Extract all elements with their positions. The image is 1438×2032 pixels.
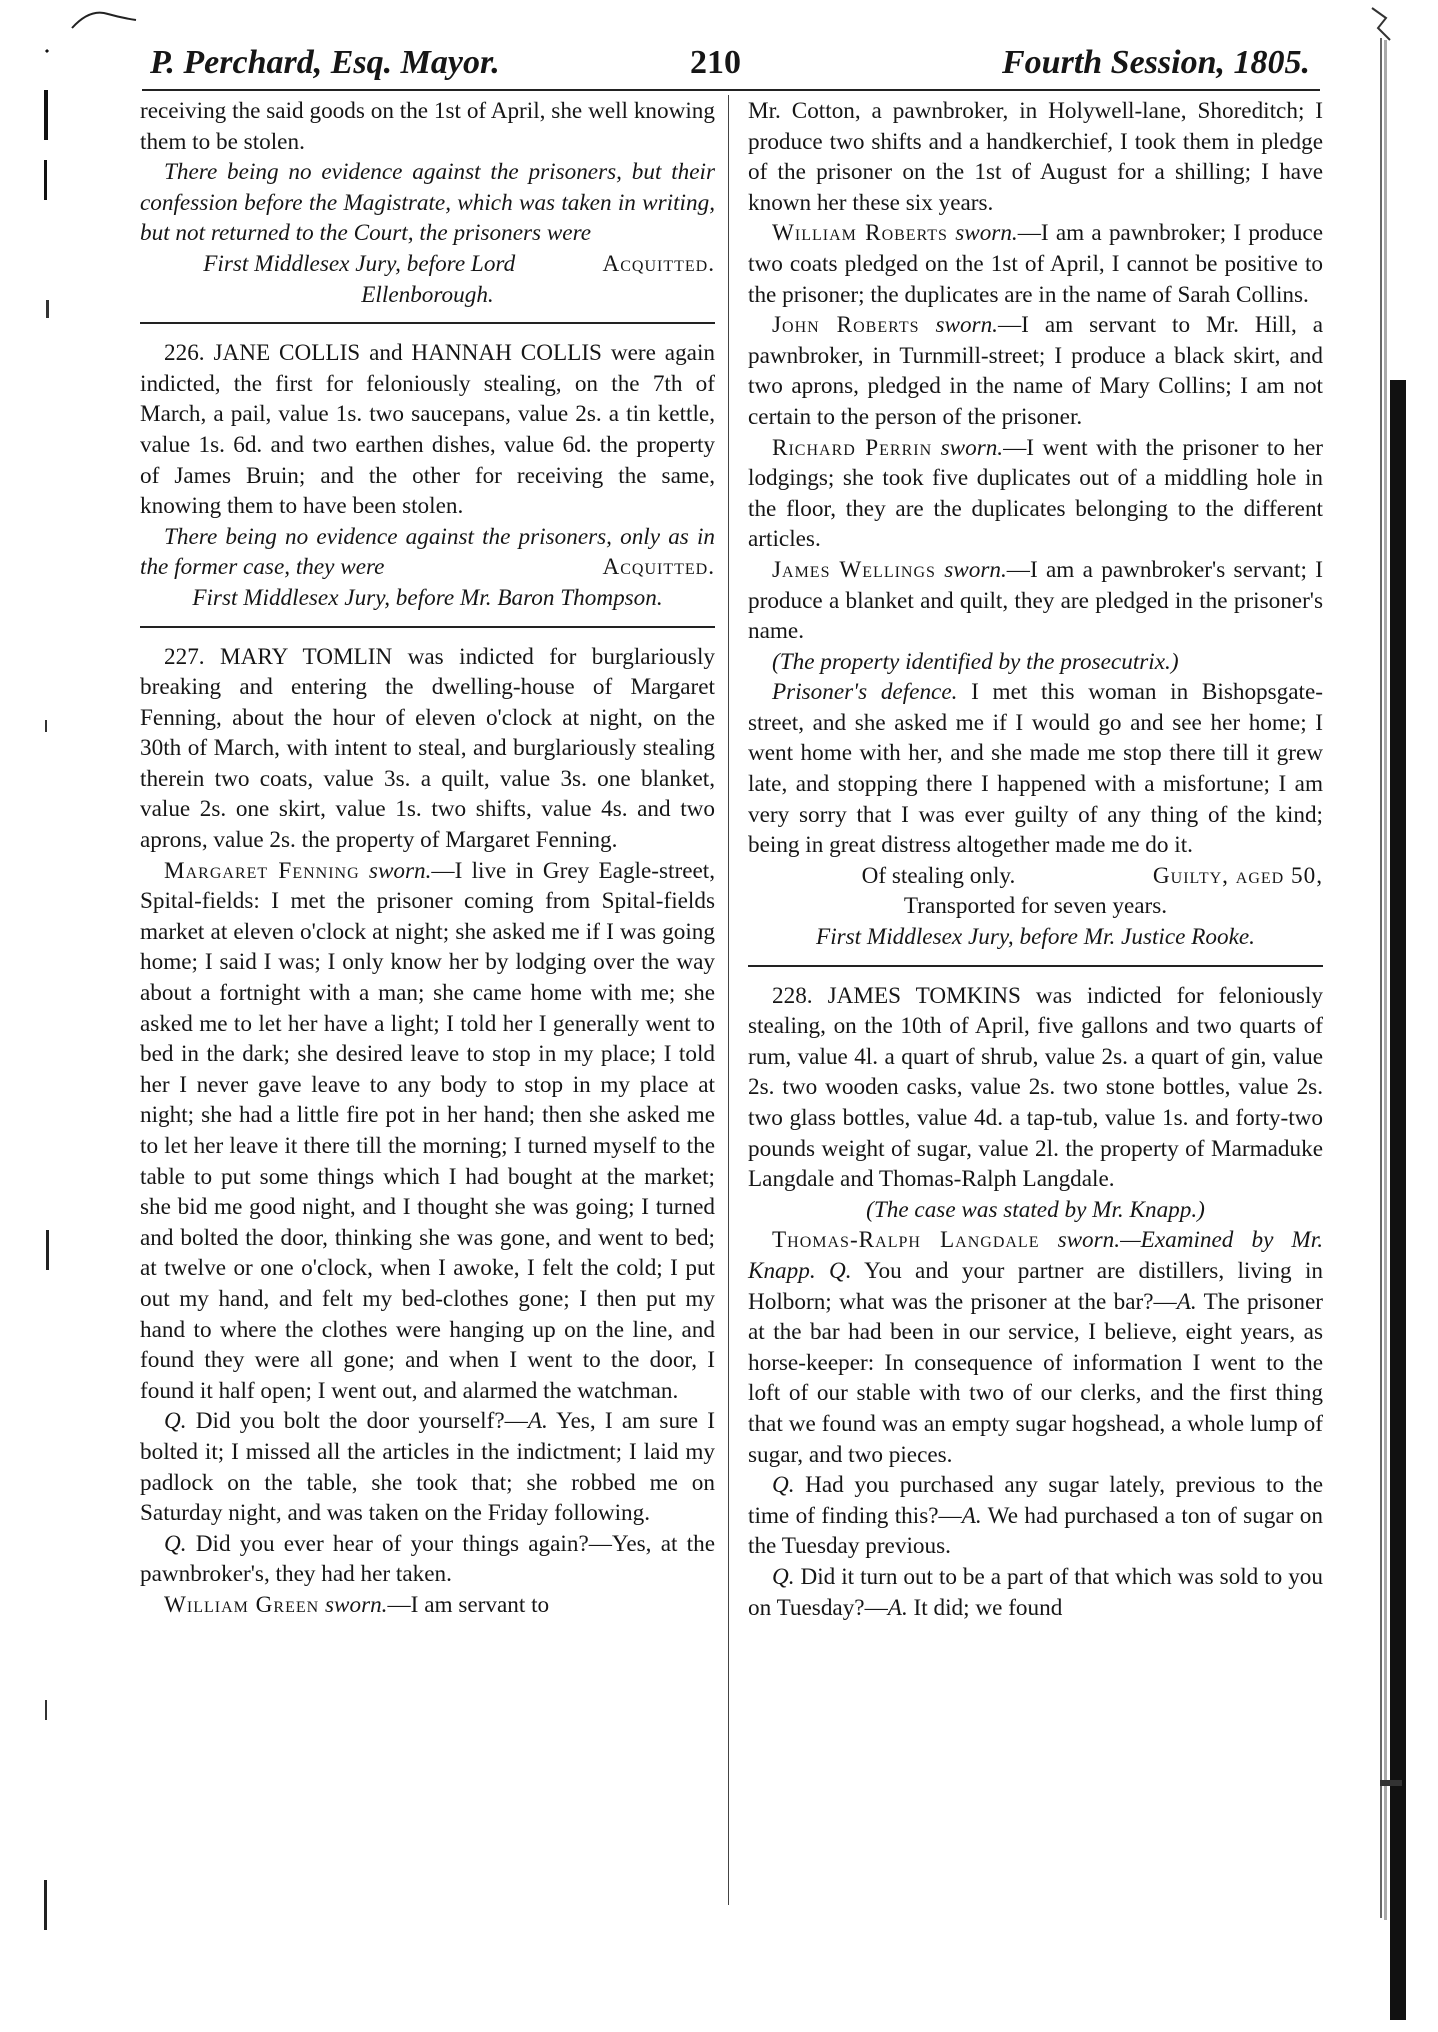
defence-text: I met this woman in Bishopsgate-street, and she asked me if I would go and see her home; I went home with her, and she made me stop there till it grew late, and stopping there I happened with a misfortune; I am very sorry that I was ever guilty of any thing of the kind; being in great distress altogether made me do it. (748, 679, 1323, 859)
witness-name: John Roberts (772, 312, 920, 339)
case-226: 226. JANE COLLIS and HANNAH COLLIS were again indicted, the first for feloniously stealing, on the 7th of March, a pail, value 1s. two saucepans, value 2s. a tin kettle, value 1s. 6d. and two earthen dishes, value 6d. the property of James Bruin; and the other for receiving the same, knowing them to have been stolen. (140, 340, 715, 520)
left-column (140, 96, 715, 1621)
verdict-acquitted-2: Acquitted. (602, 554, 715, 581)
witness-name: William Roberts (772, 220, 948, 247)
a-label: A. (961, 1502, 982, 1529)
answer-text: It did; we found (907, 1594, 1063, 1621)
a-label: A. (887, 1594, 908, 1621)
right-scan-edge (1360, 0, 1438, 2032)
witness-fenning (140, 856, 715, 1407)
a-label: A. (1176, 1288, 1197, 1315)
question-text: Had you purchased any sugar lately, previous to the time of finding this?— (748, 1472, 1323, 1529)
testimony-text: —I am servant to Mr. Hill, a pawnbroker, in Turnmill-street; I produce a black skirt, and two aprons, pledged in the name of Mary Collins; I am not certain to the person of the prisoner. (748, 312, 1323, 430)
verdict-detail: Of stealing only. (861, 862, 1016, 889)
case-227: 227. MARY TOMLIN was indicted for burglariously breaking and entering the dwelling-house of Margaret Fenning, about the hour of eleven o'clock at night, on the 30th of March, with intent to steal, and burglariously stealing therein two coats, value 3s. a quilt, value 3s. one blanket, value 2s. one skirt, value 1s. two shifts, value 4s. and two aprons, value 2s. the property of Margaret Fenning. (140, 643, 715, 854)
question-2 (140, 1529, 715, 1590)
sworn-label: sworn. (324, 1591, 388, 1618)
question-1 (140, 1406, 715, 1528)
witness-green (140, 1590, 715, 1621)
witness-name: Thomas-Ralph Langdale (772, 1227, 1040, 1254)
testimony-text: —I am a pawnbroker; I produce two coats pledged on the 1st of April, I cannot be positive to the prisoner; the duplicates are in the name of Sarah Collins. (748, 220, 1324, 308)
q-label: Q. (772, 1472, 795, 1499)
verdict-acquitted: Acquitted. (602, 250, 715, 277)
left-scan-edge (0, 0, 70, 2032)
testimony-text: —I am a pawnbroker's servant; I produce a blanket and quilt, they are pledged in the prisoner's name. (748, 556, 1323, 645)
a-label: A. (527, 1408, 548, 1435)
sworn-label: sworn. (368, 857, 432, 884)
header-session: Fourth Session, 1805. (1002, 44, 1310, 81)
examined-label: —Examined by Mr. Knapp. (748, 1227, 1323, 1284)
right-column (748, 96, 1323, 1623)
scan-edge-mark (70, 6, 140, 36)
witness-wellings (748, 555, 1323, 647)
case-separator-2 (140, 626, 715, 628)
case-separator (140, 322, 715, 324)
question-text: You and your partner are distillers, living in Holborn; what was the prisoner at the bar?— (748, 1257, 1324, 1315)
property-identified: (The property identified by the prosecutrix.) (772, 648, 1179, 675)
acquittal-note (140, 157, 715, 277)
defence-label: Prisoner's defence. (772, 679, 958, 706)
q-label: Q. (772, 1563, 795, 1590)
q-label: Q. (164, 1408, 187, 1435)
answer-text: We had purchased a ton of sugar on the Tuesday previous. (748, 1502, 1323, 1560)
sworn-label: sworn. (944, 556, 1007, 583)
witness-perrin (748, 433, 1323, 555)
sworn-label: sworn. (940, 434, 1004, 461)
running-header (150, 44, 1310, 90)
acquittal-note-2-text: There being no evidence against the prisoners, only as in the former case, they were (140, 523, 715, 581)
jury-line-3: First Middlesex Jury, before Mr. Justice Rooke. (816, 924, 1255, 951)
q-label: Q. (164, 1530, 187, 1557)
witness-name: James Wellings (772, 556, 936, 583)
testimony-text: —I live in Grey Eagle-street, Spital-fields: I met the prisoner coming from Spital-fields market at eleven o'clock at night; she asked me if I was going home; I said I was; I only know her by lodging over the way about a fortnight with a man; she came home with me; she asked me to let her have a light; I told her I generally went to bed in the dark; she desired leave to stop in my place; I told her I never gave leave to any body to stop in my place at night; she had a little fire pot in her hand; then she asked me to let her leave it there till the morning; I turned myself to the table to put some things which I had bought at the market; she bid me good night, and I thought she was going; I turned and bolted the door, thinking she was gone, and went to bed; at twelve or one o'clock, when I awoke, I felt the cold; I put out my hand, and felt my bed-clothes gone; I then put my hand to where the clothes were hanging up on the line, and found they were all gone; and when I went to the door, I found it half open; I went out, and alarmed the watchman. (140, 857, 716, 1404)
answer-text: Yes, I am sure I bolted it; I missed all the articles in the indictment; I laid my padlock on the table, she took that; she robbed me on Saturday night, and was taken on the Friday following. (140, 1408, 715, 1527)
question-3 (748, 1470, 1323, 1562)
case-228: 228. JAMES TOMKINS was indicted for feloniously stealing, on the 10th of April, five gallons and two quarts of rum, value 4l. a quart of shrub, value 2s. a quart of gin, value 2s. two wooden casks, value 2s. two stone bottles, value 2s. two glass bottles, value 4d. a tap-tub, value 1s. and forty-two pounds weight of sugar, value 2l. the property of Marmaduke Langdale and Thomas-Ralph Langdale. (748, 982, 1323, 1193)
testimony-text: —I am servant to (387, 1591, 550, 1618)
witness-name: Margaret Fenning (164, 857, 360, 884)
question-text: Did you bolt the door yourself?— (186, 1408, 528, 1435)
question-text: Did it turn out to be a part of that which was sold to you on Tuesday?— (748, 1563, 1323, 1621)
jury-line: First Middlesex Jury, before Lord Ellenborough. (203, 250, 516, 308)
q-label: Q. (829, 1257, 852, 1284)
witness-langdale (748, 1225, 1323, 1470)
sworn-label: sworn. (1057, 1227, 1121, 1254)
witness-j-roberts (748, 310, 1323, 432)
answer-text: The prisoner at the bar had been in our service, I believe, eight years, as horse-keeper: In consequence of information I went to the loft of our stable with two of our clerks, and the first thing that we found was an empty sugar hogshead, a whole lump of sugar, and two pieces. (748, 1288, 1323, 1468)
paragraph-continuation: Mr. Cotton, a pawnbroker, in Holywell-lane, Shoreditch; I produce two shifts and a handkerchief, I took them in pledge of the prisoner on the 1st of August for a shilling; I have known her these six years. (748, 98, 1323, 216)
acquittal-note-text: There being no evidence against the prisoners, but their confession before the Magistrate, which was taken in writing, but not returned to the Court, the prisoners were (140, 159, 715, 247)
header-mayor: P. Perchard, Esq. Mayor. (150, 44, 500, 81)
witness-name: William Green (164, 1591, 320, 1618)
case-separator-3 (748, 965, 1323, 967)
case-stated: (The case was stated by Mr. Knapp.) (866, 1196, 1205, 1223)
verdict-guilty: Guilty, aged 50, (1152, 862, 1323, 889)
question-4 (748, 1562, 1323, 1623)
sworn-label: sworn. (935, 312, 998, 339)
sworn-label: sworn. (955, 220, 1018, 247)
witness-name: Richard Perrin (772, 434, 933, 461)
paragraph-continuation: receiving the said goods on the 1st of April, she well knowing them to be stolen. (140, 98, 715, 155)
sentence: Transported for seven years. (903, 893, 1168, 920)
question-text: Did you ever hear of your things again?—Yes, at the pawnbroker's, they had her taken. (140, 1530, 715, 1588)
acquittal-note-2 (140, 522, 715, 583)
column-divider (728, 95, 729, 1905)
testimony-text: —I went with the prisoner to her lodgings; she took five duplicates out of a middling hole in the floor, they are the duplicates belonging to the different articles. (748, 434, 1323, 553)
page-number: 210 (690, 44, 741, 81)
jury-line-2: First Middlesex Jury, before Mr. Baron Thompson. (192, 584, 663, 611)
witness-w-roberts (748, 218, 1323, 310)
header-rule (142, 89, 1320, 91)
